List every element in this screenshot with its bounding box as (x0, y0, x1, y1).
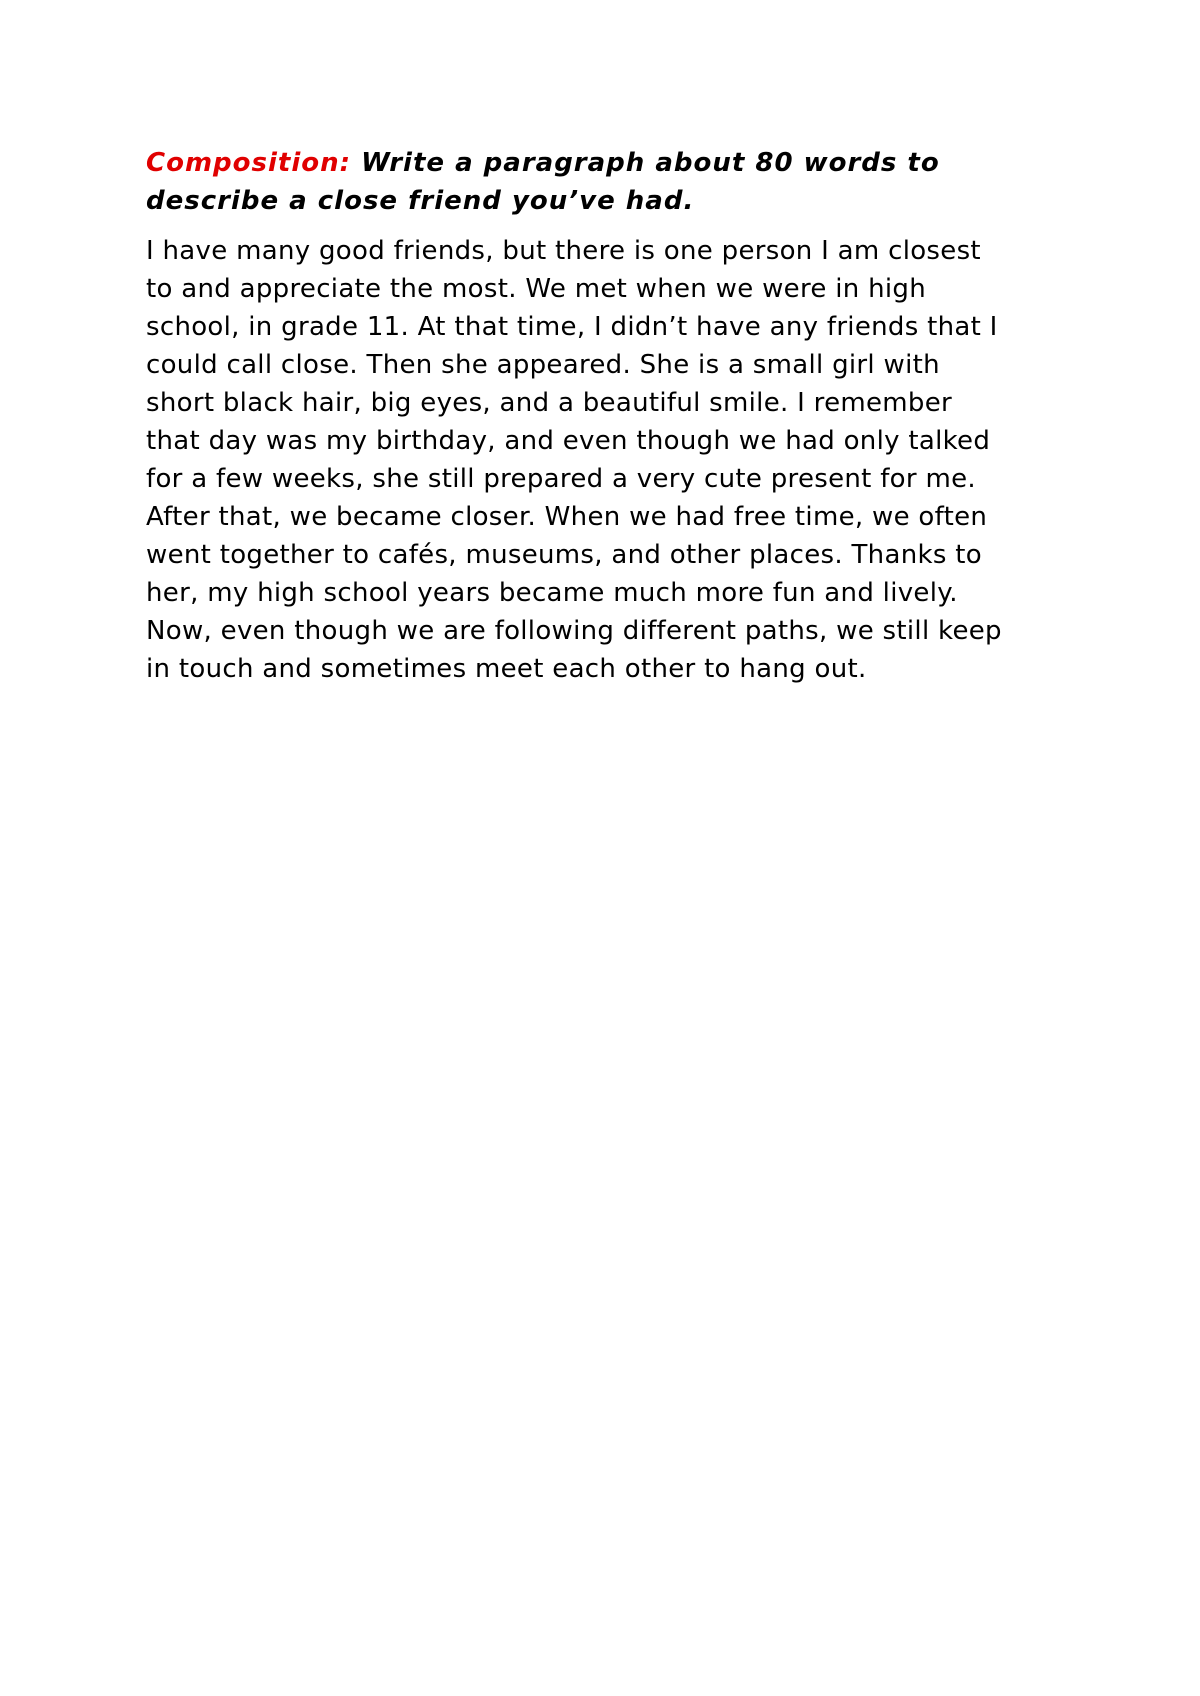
prompt-label: Composition: (146, 148, 352, 178)
paragraph-line: to and appreciate the most. We met when we were in high (146, 274, 926, 304)
paragraph-line: that day was my birthday, and even though we had only talked (146, 426, 991, 456)
paragraph-line: I have many good friends, but there is one person I am closest (146, 236, 981, 266)
paragraph-line: for a few weeks, she still prepared a very cute present for me. (146, 464, 976, 494)
paragraph-line: her, my high school years became much more fun and lively. (146, 578, 958, 608)
paragraph-line: went together to cafés, museums, and other places. Thanks to (146, 540, 982, 570)
paragraph-line: could call close. Then she appeared. She is a small girl with (146, 350, 940, 380)
paragraph-line: Now, even though we are following different paths, we still keep (146, 616, 1002, 646)
paragraph-line: in touch and sometimes meet each other to hang out. (146, 654, 867, 684)
paragraph-line: After that, we became closer. When we had free time, we often (146, 502, 988, 532)
composition-prompt (146, 144, 1066, 220)
paragraph-line: short black hair, big eyes, and a beautiful smile. I remember (146, 388, 953, 418)
prompt-text: Write a paragraph about 80 words to describe a close friend you’ve had. (146, 148, 940, 216)
composition-paragraph (146, 232, 1066, 688)
paragraph-line: school, in grade 11. At that time, I didn’t have any friends that I (146, 312, 998, 342)
document-content (146, 144, 1066, 688)
